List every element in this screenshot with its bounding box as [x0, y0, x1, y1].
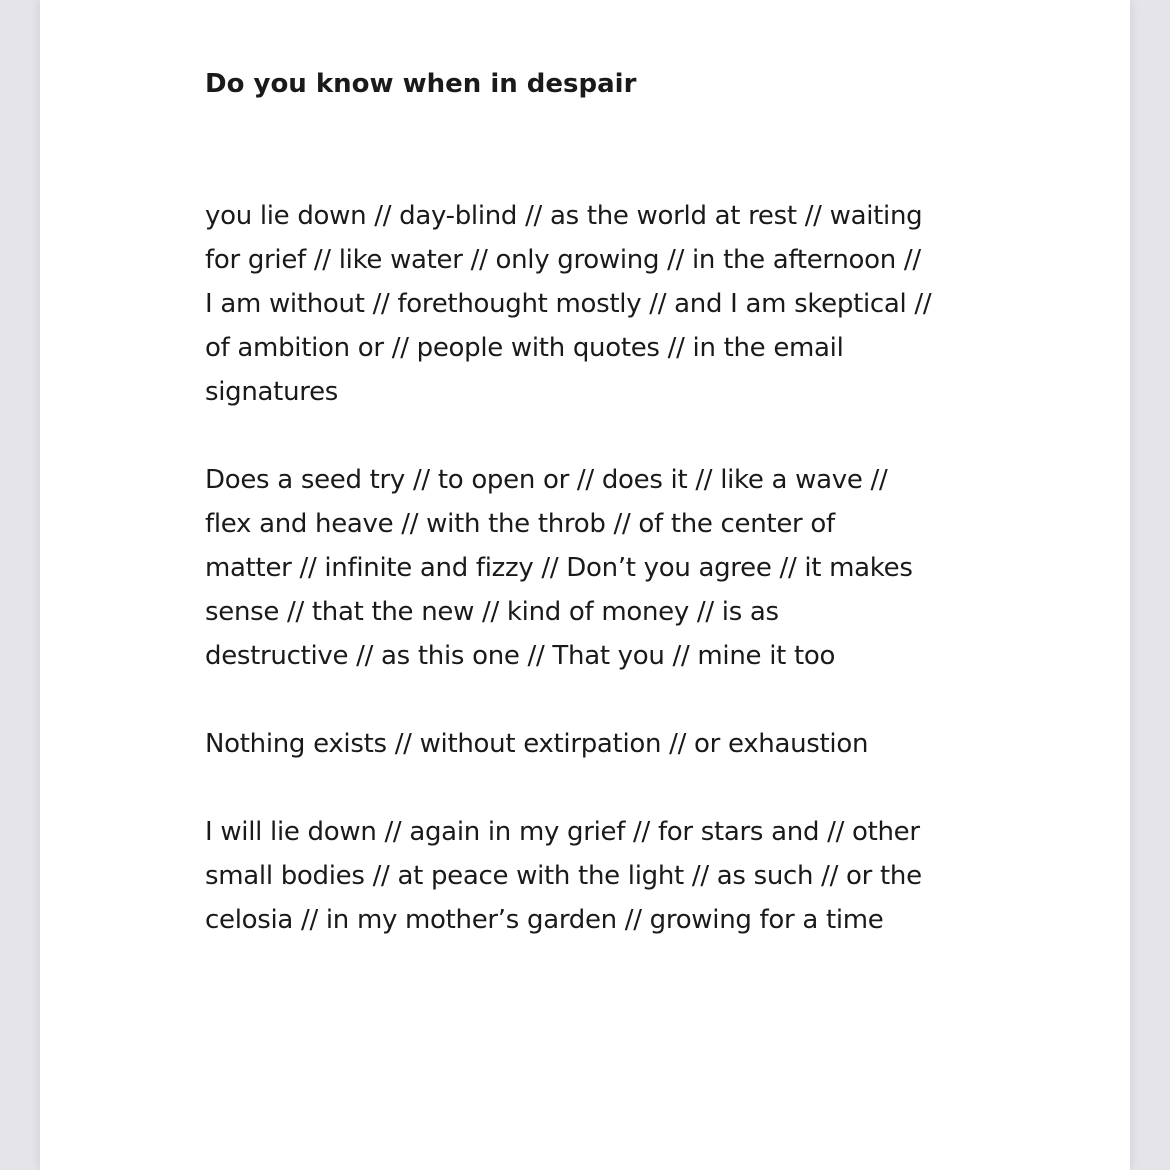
poem-line: I will lie down // again in my grief // for stars and // other: [205, 817, 920, 847]
stanza-1: [205, 194, 1005, 414]
stanza-3: [205, 722, 1005, 766]
poem-line: sense // that the new // kind of money // is as: [205, 597, 779, 627]
poem-line: signatures: [205, 377, 339, 407]
poem-line: destructive // as this one // That you // mine it too: [205, 641, 836, 671]
stanza-4: [205, 810, 1005, 942]
poem-line: flex and heave // with the throb // of the center of: [205, 509, 835, 539]
stanza-2: [205, 458, 1005, 678]
poem-line: small bodies // at peace with the light // as such // or the: [205, 861, 922, 891]
poem-line: I am without // forethought mostly // and I am skeptical //: [205, 289, 932, 319]
poem-line: Does a seed try // to open or // does it // like a wave //: [205, 465, 888, 495]
document-page: [40, 0, 1130, 1170]
poem-line: matter // infinite and fizzy // Don’t you agree // it makes: [205, 553, 913, 583]
poem-line: you lie down // day-blind // as the world at rest // waiting: [205, 201, 923, 231]
poem-title: Do you know when in despair: [205, 69, 637, 99]
poem-line: celosia // in my mother’s garden // growing for a time: [205, 905, 884, 935]
poem-line: for grief // like water // only growing // in the afternoon //: [205, 245, 921, 275]
poem-line: of ambition or // people with quotes // in the email: [205, 333, 844, 363]
poem-line: Nothing exists // without extirpation // or exhaustion: [205, 729, 869, 759]
poem: [205, 62, 1005, 986]
